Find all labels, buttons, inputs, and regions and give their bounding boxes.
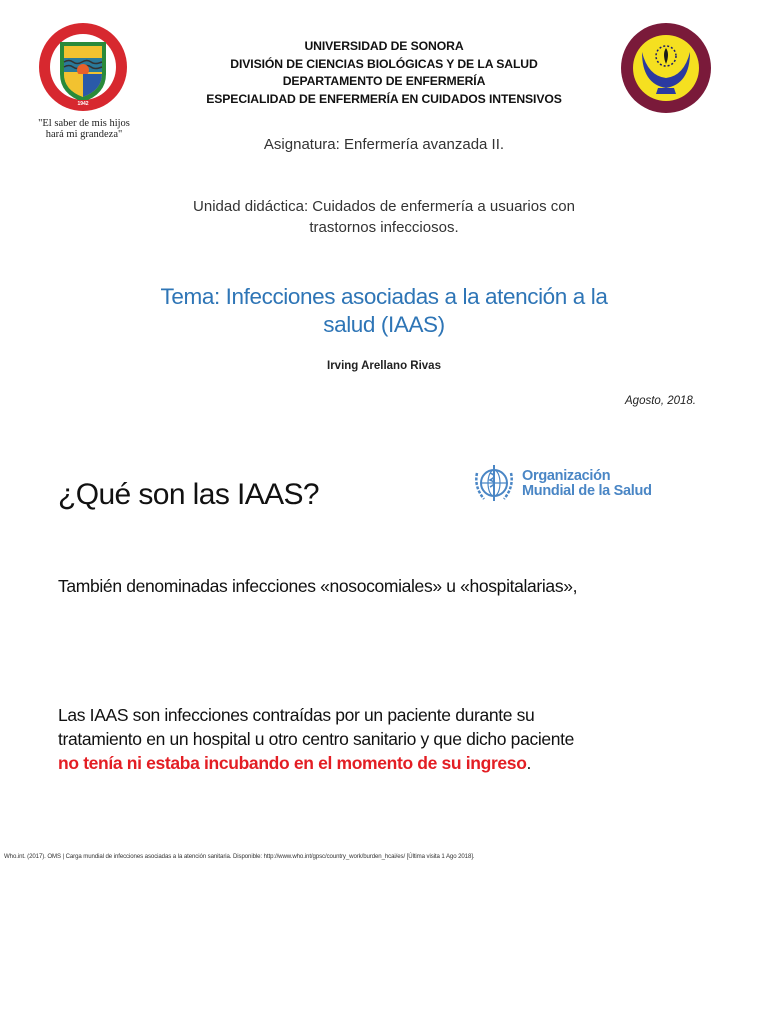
highlighted-text: no tenía ni estaba incubando en el momento de su ingreso bbox=[58, 753, 527, 773]
paragraph-2-line-1: Las IAAS son infecciones contraídas por un paciente durante su bbox=[58, 705, 535, 725]
topic-line-1: Tema: Infecciones asociadas a la atención a la bbox=[160, 284, 608, 309]
paragraph-2-line-3 bbox=[58, 751, 728, 775]
reference-citation: Who.int. (2017). OMS | Carga mundial de infecciones asociadas a la atención sanitaria. Disponible: http://www.who.int/gpsc/country_work/burden_hcai/es/ [Última visita 1 Ago 2018]. bbox=[4, 853, 475, 860]
who-wordmark bbox=[522, 469, 652, 499]
paragraph-2-line-2: tratamiento en un hospital u otro centro sanitario y que dicho paciente bbox=[58, 729, 575, 749]
motto-line-1: "El saber de mis hijos bbox=[38, 118, 130, 129]
topic-line-2: salud (IAAS) bbox=[323, 312, 445, 337]
institution-header bbox=[150, 38, 618, 108]
university-motto bbox=[20, 118, 148, 140]
motto-line-2: hará mi grandeza" bbox=[45, 129, 123, 140]
didactic-unit-line-2: trastornos infecciosos. bbox=[309, 219, 459, 236]
departamento-enfermeria-seal-logo bbox=[620, 22, 712, 114]
header-line-division: DIVISIÓN DE CIENCIAS BIOLÓGICAS Y DE LA SALUD bbox=[230, 56, 538, 71]
didactic-unit bbox=[150, 196, 618, 238]
paragraph-2-period: . bbox=[526, 753, 532, 773]
definition-paragraph-2 bbox=[58, 703, 728, 775]
header-line-university: UNIVERSIDAD DE SONORA bbox=[304, 39, 464, 53]
who-logo bbox=[472, 460, 682, 508]
header-line-department: DEPARTAMENTO DE ENFERMERÍA bbox=[282, 74, 486, 88]
presentation-topic-title bbox=[100, 283, 668, 339]
university-seal-icon bbox=[38, 22, 128, 112]
who-line-1: Organización bbox=[522, 468, 611, 484]
course-subject: Asignatura: Enfermería avanzada II. bbox=[263, 136, 505, 153]
didactic-unit-line-1: Unidad didáctica: Cuidados de enfermería a usuarios con bbox=[193, 198, 575, 215]
author-name: Irving Arellano Rivas bbox=[327, 360, 441, 372]
who-emblem-icon bbox=[472, 463, 516, 505]
header-line-specialty: ESPECIALIDAD DE ENFERMERÍA EN CUIDADOS INTENSIVOS bbox=[206, 91, 562, 106]
slide-title: ¿Qué son las IAAS? bbox=[58, 478, 320, 511]
definition-paragraph-1: También denominadas infecciones «nosocomiales» u «hospitalarias», bbox=[58, 576, 578, 596]
svg-text:1942: 1942 bbox=[77, 101, 89, 107]
nursing-department-seal-icon bbox=[620, 22, 712, 114]
who-line-2: Mundial de la Salud bbox=[522, 483, 652, 499]
universidad-de-sonora-seal-logo bbox=[38, 22, 128, 112]
presentation-date: Agosto, 2018. bbox=[625, 395, 696, 407]
